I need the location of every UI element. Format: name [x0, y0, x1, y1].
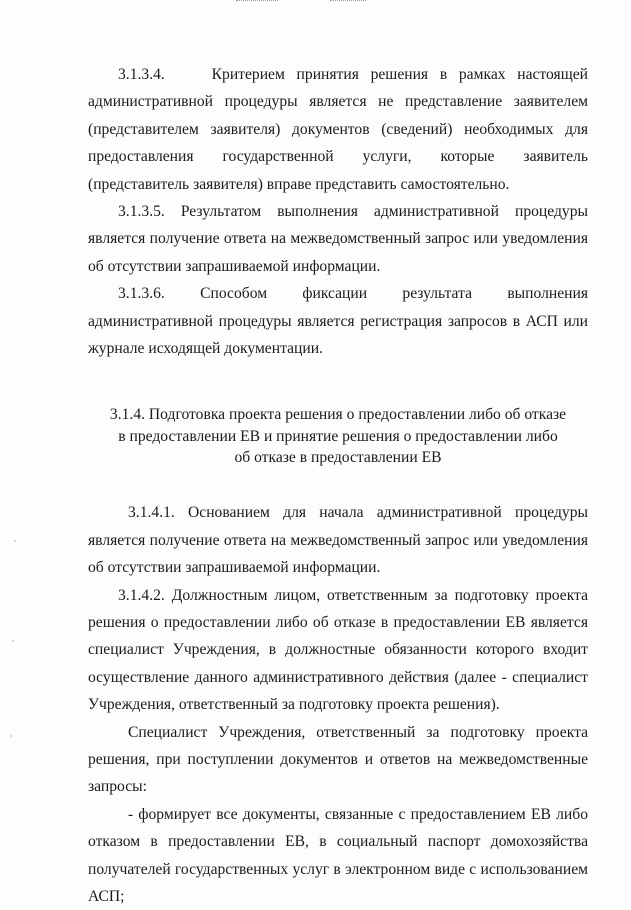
scan-artifact — [330, 0, 366, 7]
paragraph-specialist — [88, 719, 588, 801]
paragraph-number: 3.1.3.4. — [118, 66, 165, 83]
paragraph-3-1-3-4 — [88, 61, 588, 198]
scan-artifact — [14, 540, 16, 542]
paragraph-number: 3.1.4.2. — [118, 586, 165, 604]
section-heading-line: в предоставлении ЕВ и принятие решения о предоставлении либо — [118, 427, 558, 445]
section-heading — [88, 404, 588, 468]
scan-artifact — [10, 735, 12, 737]
paragraph-text: Специалист Учреждения, ответственный за подготовку проекта решения, при поступлении документов и ответов на межведомственные запросы: — [88, 723, 588, 796]
paragraph-3-1-4-2 — [88, 582, 588, 719]
paragraph-3-1-4-1 — [88, 499, 588, 581]
document-body — [88, 61, 588, 910]
paragraph-number: 3.1.3.6. — [118, 285, 165, 303]
paragraph-text: Результатом выполнения административной процедуры является получение ответа на межведомственный запрос или уведомления об отсутствии запрашиваемой информации. — [88, 203, 588, 275]
scan-artifact — [12, 640, 14, 642]
paragraph-text: Способом фиксации результата выполнения административной процедуры является регистрация запросов в АСП или журнале исходящей документации. — [88, 285, 589, 358]
paragraph-text: Основанием для начала административной процедуры является получение ответа на межведомственный запрос или уведомления об отсутствии запрашиваемой информации. — [88, 504, 589, 577]
section-heading-line: 3.1.4. Подготовка проекта решения о предоставлении либо об отказе — [109, 406, 567, 424]
paragraph-text: Критерием принятия решения в рамках настоящей административной процедуры является не представление заявителем (представителем заявителя) документов (сведений) необходимых для предоставления государственной услуги, которые заявитель (представитель заявителя) вправе представить самостоятельно. — [88, 66, 588, 193]
paragraph-list-item — [88, 801, 588, 910]
scan-artifact — [236, 0, 278, 7]
paragraph-number: 3.1.3.5. — [118, 203, 165, 221]
paragraph-3-1-3-6 — [88, 280, 588, 362]
paragraph-text: - формирует все документы, связанные с предоставлением ЕВ либо отказом в предоставлении ЕВ, в социальный паспорт домохозяйства получателей государственных услуг в электронном виде с использованием АСП; — [88, 805, 588, 906]
paragraph-text: Должностным лицом, ответственным за подготовку проекта решения о предоставлении либо об отказе в предоставлении ЕВ является специалист Учреждения, в должностные обязанности которого входит осуществление данного административного действия (далее - специалист Учреждения, ответственный за подготовку проекта решения). — [88, 586, 588, 714]
paragraph-3-1-3-5 — [88, 198, 588, 280]
section-heading-line: об отказе в предоставлении ЕВ — [234, 449, 442, 467]
paragraph-number: 3.1.4.1. — [128, 504, 175, 522]
